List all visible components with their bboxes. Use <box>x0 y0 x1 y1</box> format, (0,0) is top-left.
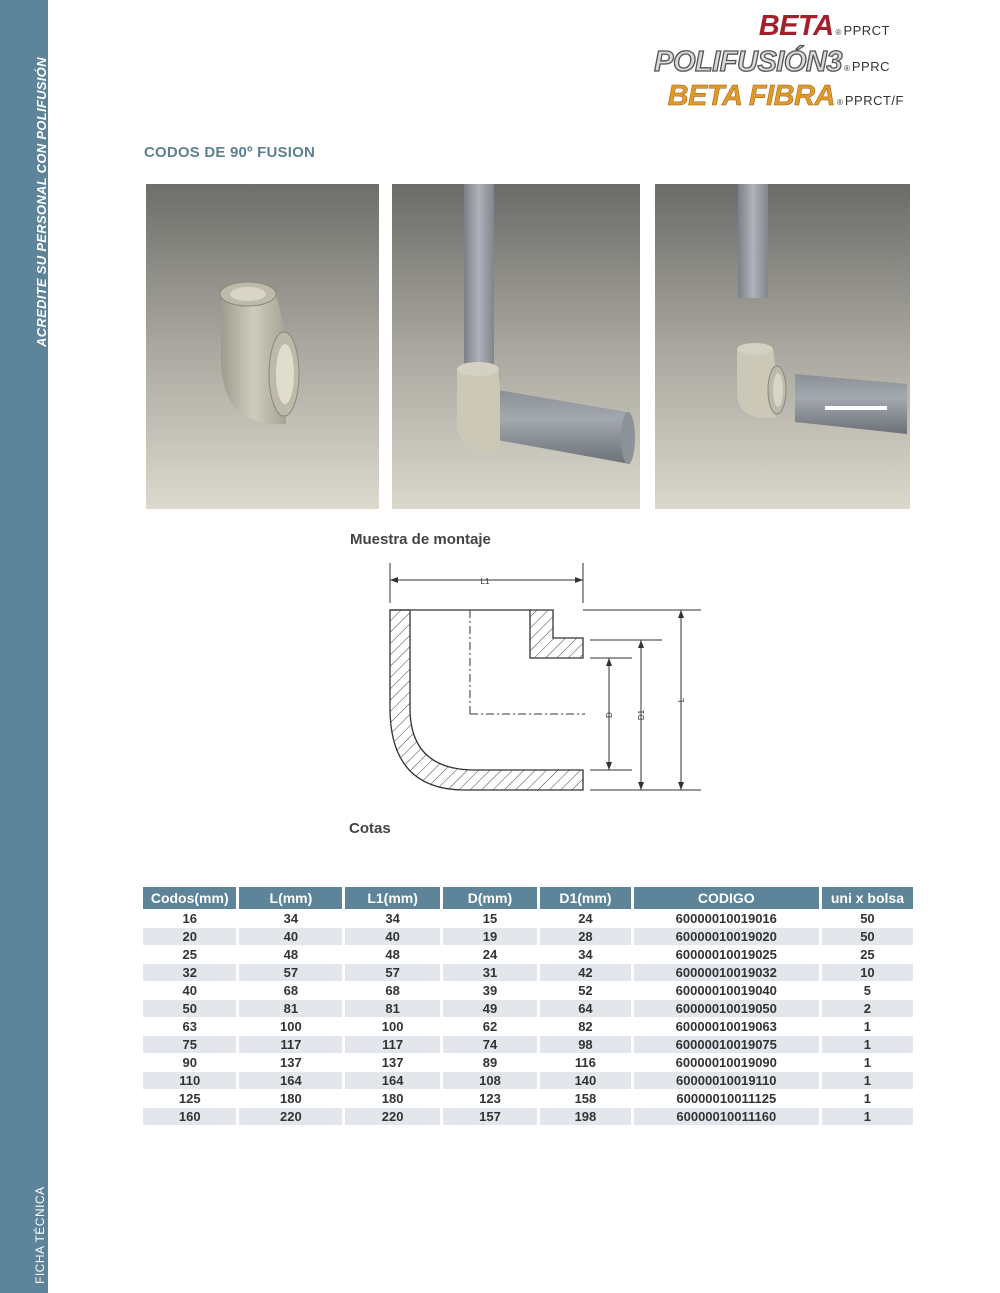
cell-d1: 98 <box>540 1036 631 1053</box>
cell-l1: 40 <box>345 928 439 945</box>
cell-codigo: 60000010019110 <box>634 1072 819 1089</box>
cell-uni-bolsa: 50 <box>822 928 913 945</box>
cell-codos: 160 <box>143 1108 236 1125</box>
cell-uni-bolsa: 5 <box>863 983 872 998</box>
cell-l1: 164 <box>345 1072 439 1089</box>
dim-label-l: L <box>677 697 686 703</box>
cell-d1: 82 <box>578 1019 593 1034</box>
cell-d: 74 <box>443 1036 537 1053</box>
table-row <box>143 982 913 999</box>
table-row <box>143 964 913 981</box>
cell-l: 40 <box>239 928 342 945</box>
cell-codigo: 60000010019050 <box>634 1000 819 1017</box>
cell-d1: 34 <box>578 947 593 962</box>
table-row <box>143 946 913 963</box>
sidebar-doc-type: FICHA TÉCNICA <box>33 1186 47 1284</box>
cell-d: 31 <box>443 964 537 981</box>
product-photo-disassembled <box>655 184 910 509</box>
registered-mark: ® <box>835 28 842 37</box>
cell-d1: 198 <box>540 1108 631 1125</box>
cell-l1: 117 <box>345 1036 439 1053</box>
table-row <box>143 1018 913 1035</box>
cell-uni-bolsa: 25 <box>860 947 875 962</box>
cell-codigo: 60000010011125 <box>676 1091 777 1106</box>
cell-d1: 64 <box>540 1000 631 1017</box>
dim-label-l1: L1 <box>480 577 490 586</box>
cell-d1: 158 <box>574 1091 597 1106</box>
cell-d: 15 <box>482 911 498 926</box>
cell-uni-bolsa: 1 <box>863 1091 872 1106</box>
cell-uni-bolsa: 1 <box>863 1019 872 1034</box>
col-header-codos: Codos(mm) <box>143 887 236 909</box>
cell-l1: 100 <box>381 1019 404 1034</box>
brand-suffix: PPRCT <box>843 23 890 38</box>
cell-uni-bolsa: 1 <box>822 1072 913 1089</box>
registered-mark: ® <box>843 64 850 73</box>
cell-l: 164 <box>239 1072 342 1089</box>
brand-suffix: PPRCT/F <box>844 93 904 108</box>
cell-uni-bolsa: 50 <box>860 911 875 926</box>
cell-d1: 140 <box>540 1072 631 1089</box>
cell-l: 81 <box>239 1000 342 1017</box>
cell-codigo: 60000010019025 <box>675 947 777 962</box>
brand-beta-fibra-logo <box>668 80 904 113</box>
dimensions-caption: Cotas <box>349 820 391 837</box>
cell-codos: 110 <box>143 1072 236 1089</box>
cell-codos: 75 <box>143 1036 236 1053</box>
cell-d: 157 <box>443 1108 537 1125</box>
sidebar <box>0 0 48 1293</box>
cell-l1: 57 <box>345 964 439 981</box>
dim-label-d: D <box>605 712 614 718</box>
cell-l1: 48 <box>385 947 400 962</box>
table-row <box>143 1072 913 1089</box>
product-photo-assembled <box>392 184 640 509</box>
cell-l1: 81 <box>345 1000 439 1017</box>
cell-codos: 90 <box>182 1055 197 1070</box>
brand-name: POLIFUSIÓN3 <box>654 46 842 78</box>
cell-codos: 32 <box>143 964 236 981</box>
cell-codos: 50 <box>143 1000 236 1017</box>
brand-suffix: PPRC <box>851 59 890 74</box>
spec-table <box>140 886 916 1126</box>
cell-d1: 28 <box>540 928 631 945</box>
cell-l1: 34 <box>385 911 400 926</box>
cell-l: 57 <box>239 964 342 981</box>
cell-codigo: 60000010019075 <box>634 1036 819 1053</box>
cell-uni-bolsa: 1 <box>863 1055 872 1070</box>
col-header-uni-bolsa: uni x bolsa <box>822 887 913 909</box>
brand-polifusion-logo <box>654 46 890 79</box>
brand-name: BETA <box>758 10 834 42</box>
table-row <box>143 1000 913 1017</box>
cell-uni-bolsa: 2 <box>822 1000 913 1017</box>
dim-label-d1: D1 <box>637 709 646 721</box>
cell-codigo: 60000010019040 <box>675 983 777 998</box>
cell-l: 34 <box>283 911 299 926</box>
cell-codos: 63 <box>182 1019 197 1034</box>
sidebar-slogan: ACREDITE SU PERSONAL CON POLIFUSIÓN <box>34 57 49 347</box>
cell-codigo: 60000010019063 <box>675 1019 777 1034</box>
cell-l1: 68 <box>385 983 400 998</box>
table-row <box>143 928 913 945</box>
cell-codigo: 60000010019016 <box>675 911 777 926</box>
col-header-d1: D1(mm) <box>540 887 631 909</box>
cell-uni-bolsa: 1 <box>822 1108 913 1125</box>
cell-d: 49 <box>443 1000 537 1017</box>
cell-d1: 116 <box>574 1055 596 1070</box>
cell-uni-bolsa: 1 <box>822 1036 913 1053</box>
cell-d1: 52 <box>578 983 593 998</box>
cell-l: 220 <box>239 1108 342 1125</box>
cell-l: 100 <box>280 1019 302 1034</box>
cell-d1: 42 <box>540 964 631 981</box>
registered-mark: ® <box>836 98 843 107</box>
cell-d: 62 <box>482 1019 498 1034</box>
cell-uni-bolsa: 10 <box>822 964 913 981</box>
cell-d: 39 <box>482 983 498 998</box>
cell-d: 108 <box>443 1072 537 1089</box>
assembly-caption: Muestra de montaje <box>350 531 491 548</box>
product-photo-elbow <box>146 184 379 509</box>
cell-l: 117 <box>239 1036 342 1053</box>
cell-codos: 40 <box>182 983 197 998</box>
cell-l: 180 <box>280 1091 302 1106</box>
cell-codigo: 60000010019020 <box>634 928 819 945</box>
cell-l1: 137 <box>381 1055 404 1070</box>
col-header-l1: L1(mm) <box>345 887 439 909</box>
cell-codos: 25 <box>182 947 197 962</box>
brand-beta-logo <box>759 10 890 43</box>
cell-l: 48 <box>283 947 299 962</box>
cell-l: 137 <box>280 1055 302 1070</box>
cell-d: 19 <box>443 928 537 945</box>
cell-d: 123 <box>479 1091 501 1106</box>
col-header-d: D(mm) <box>443 887 537 909</box>
dimension-diagram <box>385 558 705 798</box>
table-body <box>143 910 913 1125</box>
table-row <box>143 910 913 927</box>
cell-codigo: 60000010019090 <box>675 1055 777 1070</box>
table-row <box>143 1108 913 1125</box>
cell-codigo: 60000010011160 <box>634 1108 819 1125</box>
table-row <box>143 1036 913 1053</box>
col-header-codigo: CODIGO <box>634 887 819 909</box>
cell-d1: 24 <box>578 911 593 926</box>
cell-d: 24 <box>482 947 498 962</box>
cell-codos: 20 <box>143 928 236 945</box>
cell-l1: 220 <box>345 1108 439 1125</box>
section-title: CODOS DE 90º FUSION <box>144 144 315 161</box>
cell-codos: 16 <box>182 911 197 926</box>
table-header-row <box>143 887 913 909</box>
cell-codos: 125 <box>178 1091 201 1106</box>
table-row <box>143 1054 913 1071</box>
brand-name: BETA FIBRA <box>667 80 835 112</box>
col-header-l: L(mm) <box>239 887 342 909</box>
cell-codigo: 60000010019032 <box>634 964 819 981</box>
cell-l1: 180 <box>381 1091 404 1106</box>
table-row <box>143 1090 913 1107</box>
cell-l: 68 <box>283 983 299 998</box>
cell-d: 89 <box>482 1055 498 1070</box>
